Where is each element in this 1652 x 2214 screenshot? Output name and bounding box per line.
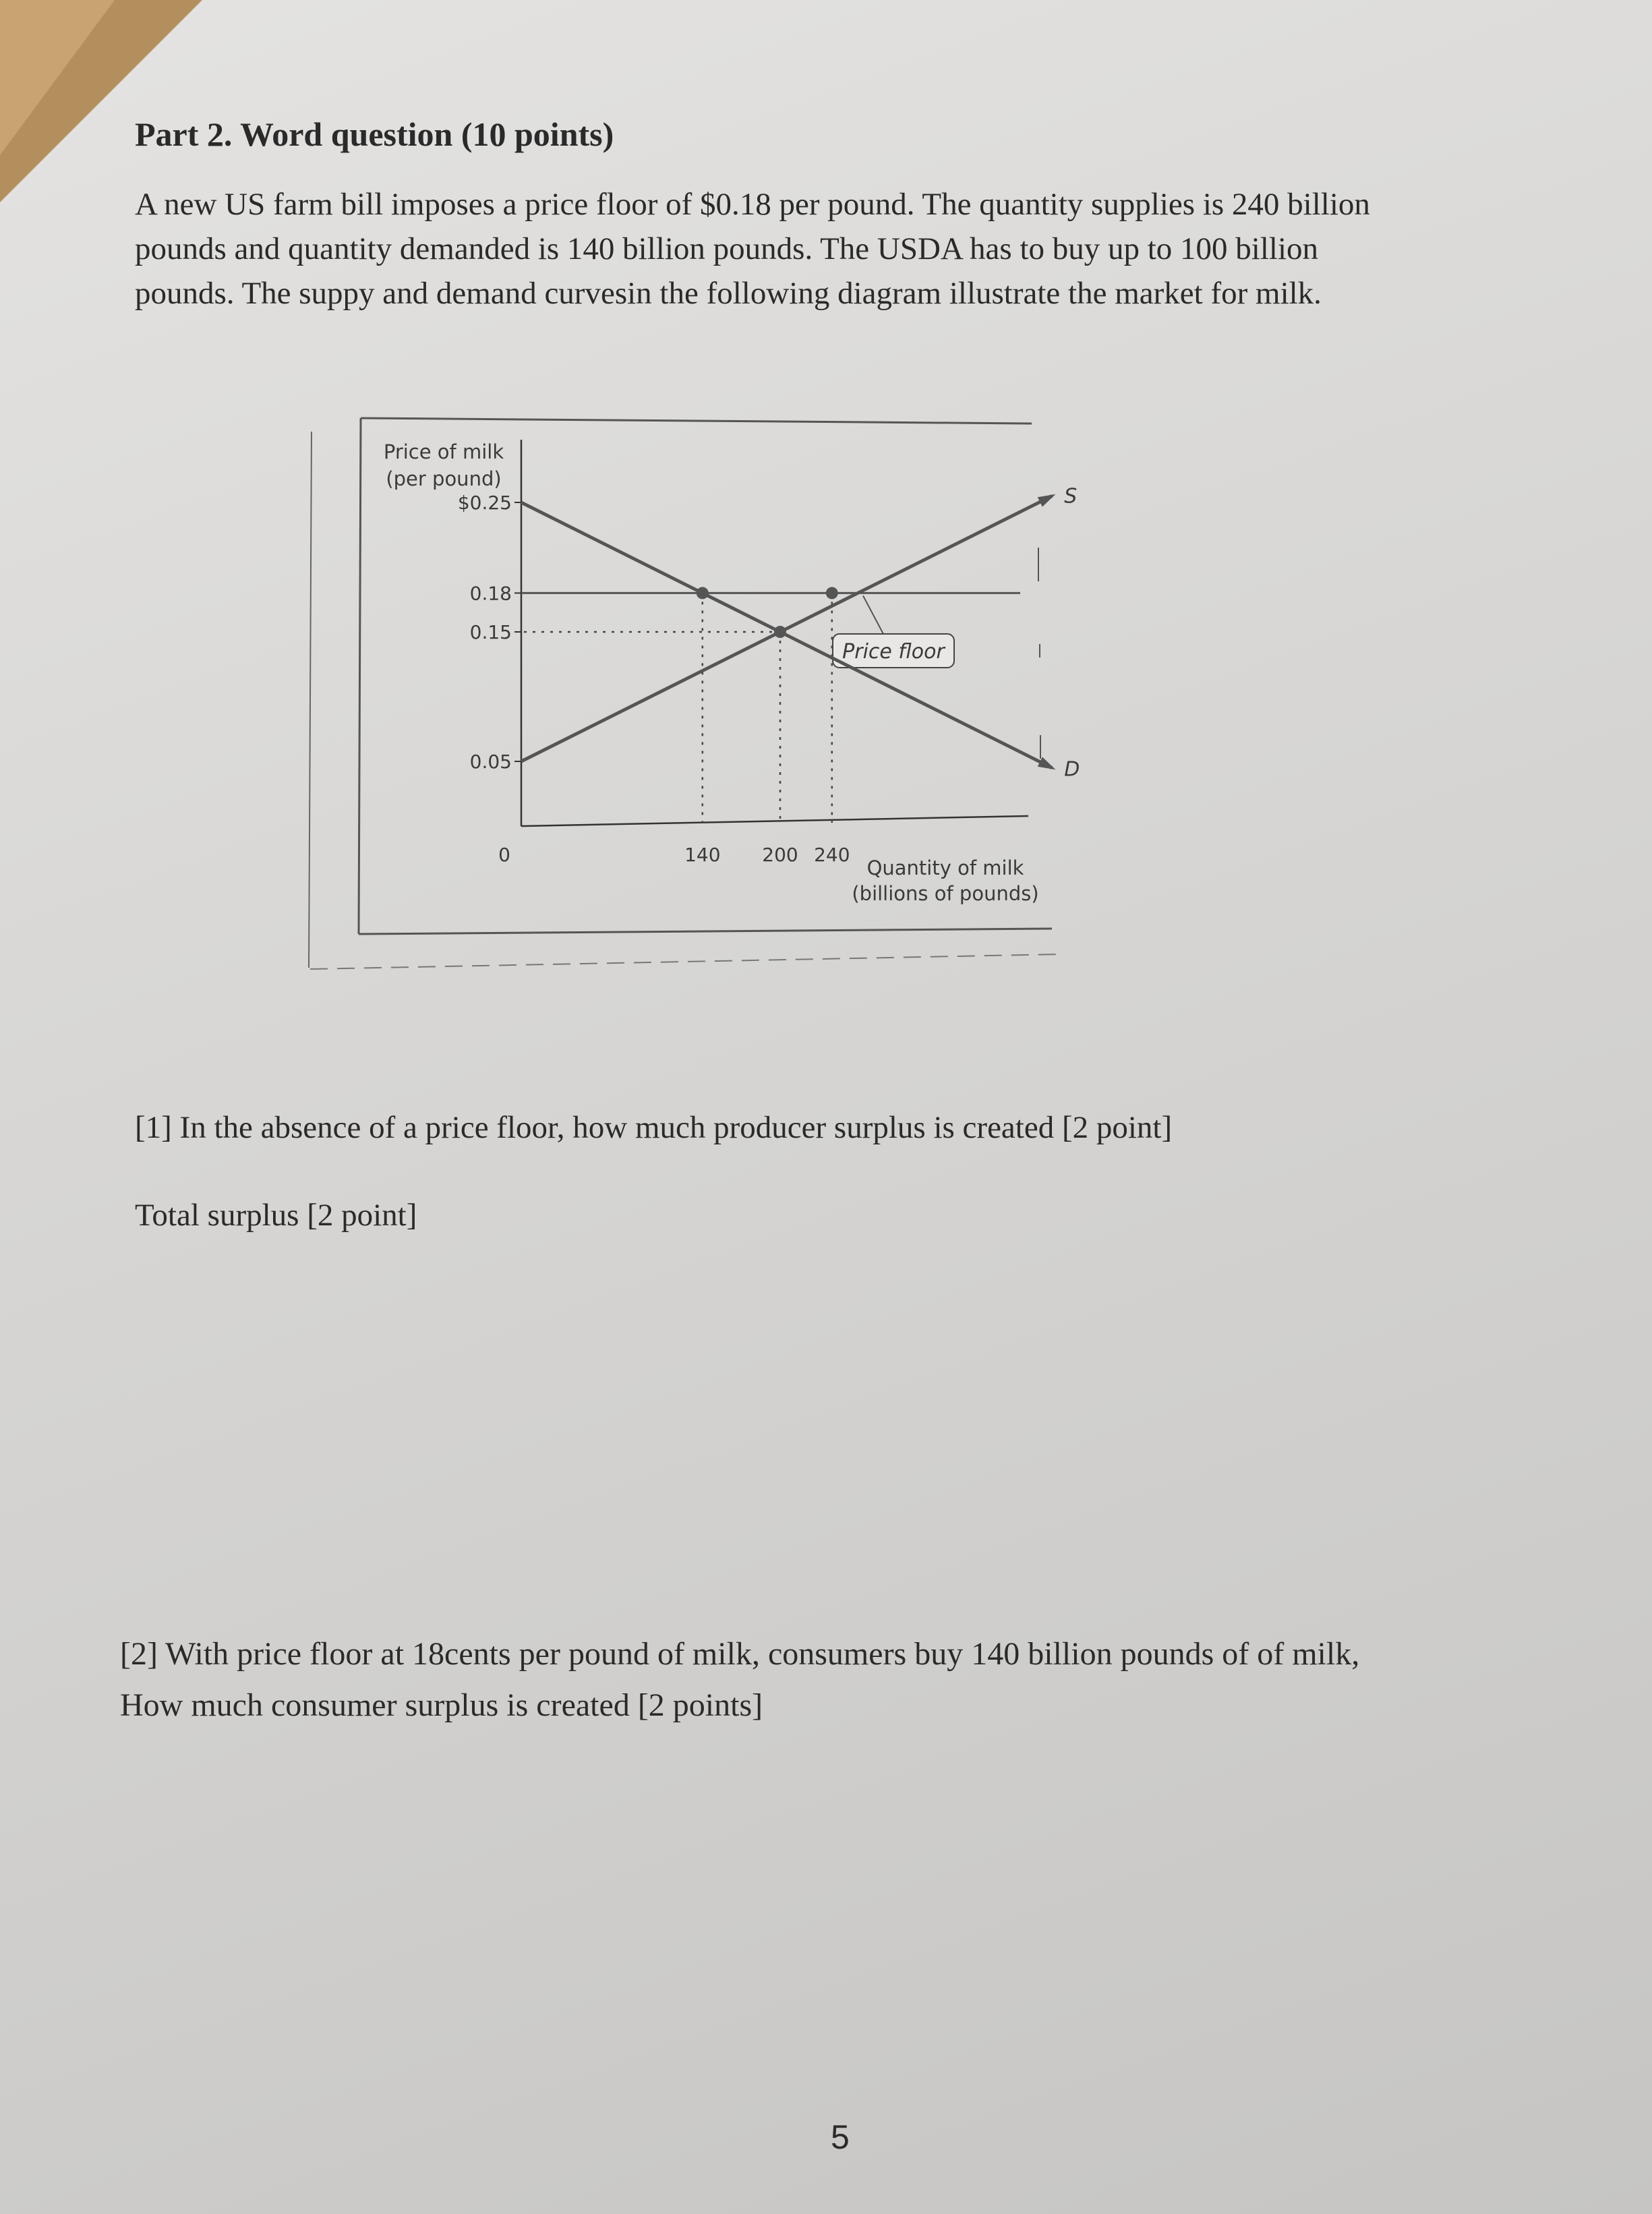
supply-arrowhead [1038, 494, 1056, 507]
frame-outer-left [309, 432, 312, 968]
x-tick-label-3: 240 [814, 844, 850, 866]
frame-bottom [359, 929, 1052, 934]
question-2-line-1: [2] With price floor at 18cents per pound of milk, consumers buy 140 billion pounds of of milk, [120, 1636, 1360, 1672]
price-floor-supply-point [826, 587, 838, 599]
page-number: 5 [831, 2118, 850, 2156]
x-axis-label-line-2: (billions of pounds) [852, 882, 1039, 905]
equilibrium-point [774, 626, 786, 638]
y-axis-label-line-1: Price of milk [383, 440, 504, 463]
y-tick-label-0: $0.25 [457, 492, 512, 514]
x-tick-label-1: 140 [684, 844, 721, 866]
y-tick-label-2: 0.15 [469, 621, 512, 643]
part-title: Part 2. Word question (10 points) [135, 115, 614, 153]
supply-curve [521, 496, 1052, 761]
x-ticks [498, 844, 850, 866]
question-1: [1] In the absence of a price floor, how much producer surplus is created [2 point] [135, 1110, 1173, 1145]
demand-label: D [1064, 757, 1080, 782]
milk-market-chart [297, 391, 1080, 978]
intro-paragraph [135, 182, 1517, 316]
y-axis-label-line-2: (per pound) [386, 467, 502, 490]
y-tick-label-1: 0.18 [469, 582, 512, 605]
demand-arrowhead [1038, 757, 1056, 770]
x-axis-label-line-1: Quantity of milk [866, 856, 1024, 879]
question-2-line-2: How much consumer surplus is created [2 points] [120, 1687, 763, 1723]
intro-line-2: pounds and quantity demanded is 140 billion pounds. The USDA has to buy up to 100 billion [135, 231, 1319, 266]
frame-top [361, 418, 1032, 424]
price-floor-leader [863, 595, 883, 634]
price-floor-label: Price floor [842, 640, 945, 664]
page-corner-shadow [0, 0, 115, 155]
x-tick-label-2: 200 [762, 844, 798, 866]
frame-left [359, 418, 361, 934]
demand-curve [521, 502, 1052, 768]
frame-outer-bottom [310, 954, 1059, 969]
intro-line-1: A new US farm bill imposes a price floor of $0.18 per pound. The quantity supplies is 240 billion [135, 187, 1370, 222]
supply-label: S [1064, 484, 1078, 508]
x-axis [521, 816, 1028, 826]
price-floor-demand-point [697, 587, 709, 599]
question-2 [120, 1629, 1603, 1731]
x-tick-label-0: 0 [498, 844, 510, 866]
y-ticks [458, 492, 521, 773]
intro-line-3: pounds. The suppy and demand curvesin the following diagram illustrate the market for milk. [135, 276, 1322, 311]
y-tick-label-3: 0.05 [469, 751, 512, 773]
question-1-total-surplus: Total surplus [2 point] [135, 1198, 417, 1233]
